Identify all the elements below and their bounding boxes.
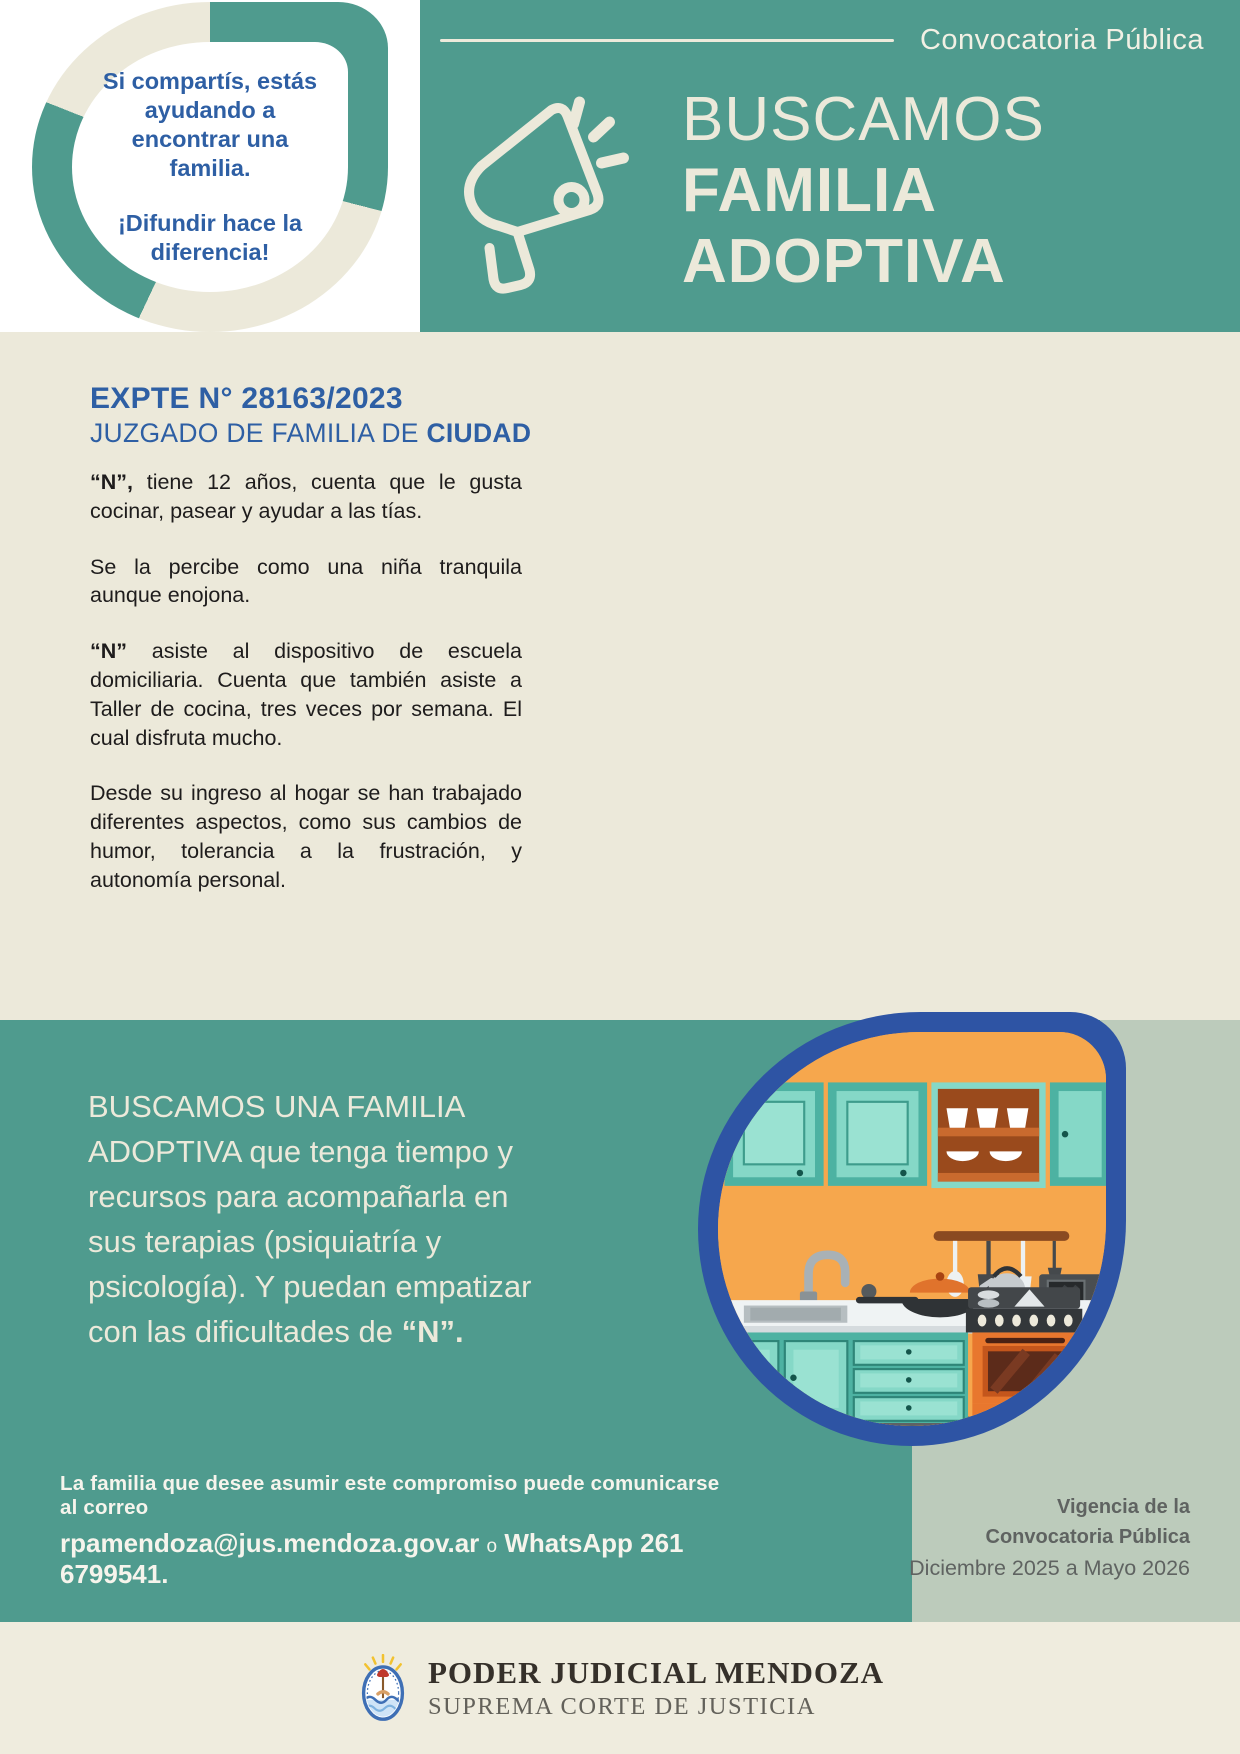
court-emphasis: CIUDAD [426,418,532,448]
title-line-3: ADOPTIVA [682,227,1006,296]
contact-block [60,1472,720,1590]
tagline-rule [440,39,894,42]
footer-organization: PODER JUDICIAL MENDOZA [427,1655,885,1690]
call-to-action [88,1084,648,1354]
call-line: sus terapias (psiquiatría y [88,1224,442,1259]
call-line: con las dificultades de “N”. [88,1314,464,1349]
court-prefix: JUZGADO DE FAMILIA DE [90,418,427,448]
share-badge [72,42,348,292]
footer-suborganization: SUPREMA CORTE DE JUSTICIA [427,1693,816,1720]
court-name [90,418,531,449]
case-number: EXPTE N° 28163/2023 [90,382,403,415]
paragraph: Se la percibe como una niña tranquila aunque enojona. [90,554,522,608]
page-title [682,84,1045,297]
mendoza-coat-of-arms-icon [356,1654,410,1722]
paragraph: “N” asiste al dispositivo de escuela domiciliaria. Cuenta que también asiste a Taller de cocina, tres veces por semana. El cual disfruta mucho. [90,639,522,750]
call-line: recursos para acompañarla en [88,1179,509,1214]
contact-details [60,1528,720,1590]
vigencia-line-1: Vigencia de la [1056,1496,1190,1518]
kitchen-scene-icon [718,1032,1106,1426]
footer-text [428,1655,884,1721]
footer [0,1622,1240,1754]
tagline-row [440,24,1204,57]
case-description [90,468,522,922]
contact-email: rpamendoza@jus.mendoza.gov.ar [60,1528,480,1558]
contact-intro: La familia que desee asumir este compromiso puede comunicarse al correo [60,1472,720,1519]
share-badge-ring [32,2,388,332]
call-line: ADOPTIVA que tenga tiempo y [88,1134,514,1169]
vigencia-line-2: Convocatoria Pública [985,1526,1190,1548]
call-line: psicología). Y puedan empatizar [88,1269,532,1304]
kitchen-illustration-ring [698,1012,1126,1446]
megaphone-icon [445,82,650,302]
contact-connector: o [486,1536,498,1557]
tagline: Convocatoria Pública [919,24,1204,56]
vigencia-dates: Diciembre 2025 a Mayo 2026 [909,1556,1190,1580]
share-message-main: Si compartís, estás ayudando a encontrar una familia. [102,67,318,181]
kitchen-illustration [718,1032,1106,1426]
paragraph: Desde su ingreso al hogar se han trabajado diferentes aspectos, como sus cambios de humor, tolerancia a la frustración, y autonomía personal. [90,781,522,892]
title-line-2: FAMILIA [682,156,937,225]
title-line-1: BUSCAMOS [682,85,1045,154]
contact-phone: WhatsApp 261 6799541. [60,1528,684,1589]
paragraph: “N”, tiene 12 años, cuenta que le gusta cocinar, pasear y ayudar a las tías. [90,470,522,523]
share-message-secondary: ¡Difundir hace la diferencia! [117,210,303,266]
call-line: BUSCAMOS UNA FAMILIA [88,1089,466,1124]
vigencia-block [909,1492,1190,1584]
